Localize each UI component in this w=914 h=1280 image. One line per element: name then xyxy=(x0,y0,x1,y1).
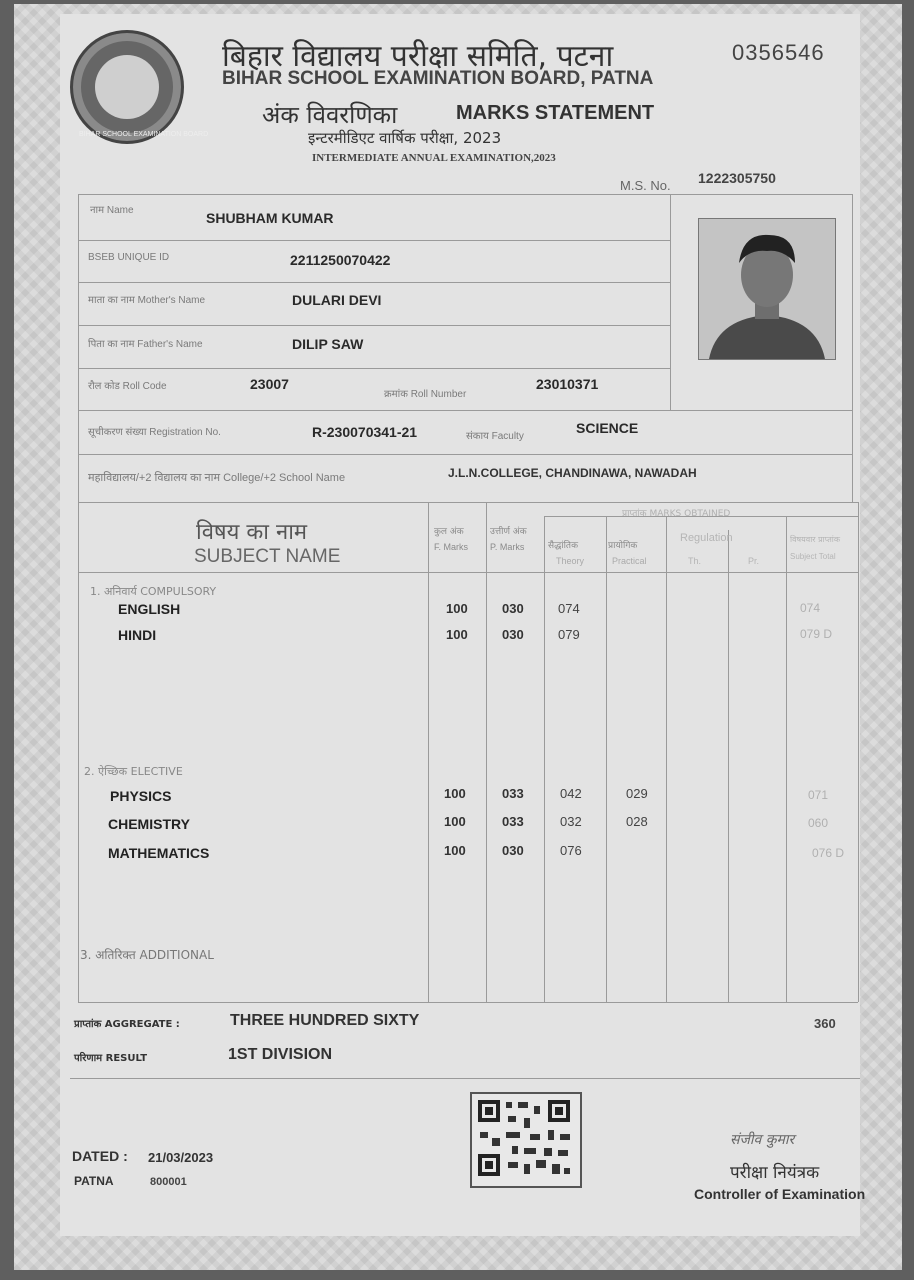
divider xyxy=(78,410,852,411)
roll-code-label: रौल कोड Roll Code xyxy=(88,381,167,392)
table-header-border xyxy=(78,572,858,573)
marks-obtained-header: प्राप्तांक MARKS OBTAINED xyxy=(622,509,731,519)
col-divider xyxy=(428,502,429,1002)
faculty-label: संकाय Faculty xyxy=(466,431,524,442)
col-divider xyxy=(858,502,859,1002)
subject-total: 076 D xyxy=(812,846,845,860)
issue-date: 21/03/2023 xyxy=(148,1150,214,1165)
divider xyxy=(78,325,670,326)
practical-header: Practical xyxy=(612,556,647,566)
full-marks: 100 xyxy=(444,814,466,829)
additional-section-label: 3. अतिरिक्त ADDITIONAL xyxy=(80,948,214,962)
roll-number-label: क्रमांक Roll Number xyxy=(384,389,467,400)
controller-title-hindi: परीक्षा नियंत्रक xyxy=(730,1163,820,1183)
result-label: परिणाम RESULT xyxy=(74,1053,148,1064)
col-divider xyxy=(606,516,607,1002)
theory-marks: 032 xyxy=(560,814,582,829)
details-right-border xyxy=(852,194,853,502)
issue-place: PATNA xyxy=(74,1174,114,1188)
issue-pin: 800001 xyxy=(150,1176,187,1188)
college-value: J.L.N.COLLEGE, CHANDINAWA, NAWADAH xyxy=(448,466,697,480)
divider xyxy=(78,240,670,241)
subject-total: 071 xyxy=(808,788,829,802)
college-label: महाविद्यालय/+2 विद्यालय का नाम College/+2 School Name xyxy=(88,472,346,484)
theory-marks: 079 xyxy=(558,627,580,642)
col-divider xyxy=(786,516,787,1002)
details-left-border xyxy=(78,194,79,1002)
uid-label: BSEB UNIQUE ID xyxy=(88,252,170,263)
qr-code-icon xyxy=(470,1092,582,1188)
col-divider xyxy=(666,516,667,1002)
student-photo xyxy=(698,218,836,360)
col-divider xyxy=(544,516,545,1002)
photo-divider xyxy=(670,194,671,410)
uid-value: 2211250070422 xyxy=(290,252,391,268)
board-name-hindi: बिहार विद्यालय परीक्षा समिति, पटना xyxy=(222,39,614,74)
mother-name-value: DULARI DEVI xyxy=(292,292,382,308)
subject-name: CHEMISTRY xyxy=(108,816,190,832)
theory-marks: 076 xyxy=(560,843,582,858)
result-value: 1ST DIVISION xyxy=(228,1046,333,1063)
registration-value: R-230070341-21 xyxy=(312,424,418,440)
col-divider xyxy=(728,530,729,1002)
theory-marks: 074 xyxy=(558,601,580,616)
registration-label: सूचीकरण संख्या Registration No. xyxy=(88,427,221,438)
name-label: नाम Name xyxy=(90,205,134,216)
board-name-english: BIHAR SCHOOL EXAMINATION BOARD, PATNA xyxy=(222,68,654,89)
divider xyxy=(78,282,670,283)
serial-number: 0356546 xyxy=(732,40,825,65)
subject-name: ENGLISH xyxy=(118,601,181,617)
theory-header-hindi: सैद्धांतिक xyxy=(548,541,578,551)
exam-title-english: INTERMEDIATE ANNUAL EXAMINATION,2023 xyxy=(312,152,556,164)
document-body xyxy=(60,14,860,1236)
divider xyxy=(78,454,852,455)
practical-marks: 029 xyxy=(626,786,648,801)
mother-name-label: माता का नाम Mother's Name xyxy=(88,295,206,306)
full-marks: 100 xyxy=(444,843,466,858)
father-name-value: DILIP SAW xyxy=(292,336,364,352)
full-marks: 100 xyxy=(446,601,468,616)
pass-marks: 033 xyxy=(502,814,524,829)
fmarks-header: F. Marks xyxy=(434,542,469,552)
pass-marks: 033 xyxy=(502,786,524,801)
student-name: SHUBHAM KUMAR xyxy=(206,210,334,226)
subject-header-english: SUBJECT NAME xyxy=(194,546,341,567)
aggregate-label: प्राप्तांक AGGREGATE : xyxy=(74,1019,180,1030)
fmarks-header-hindi: कुल अंक xyxy=(434,527,464,537)
exam-title-hindi: इन्टरमीडिएट वार्षिक परीक्षा, 2023 xyxy=(308,129,502,147)
practical-marks: 028 xyxy=(626,814,648,829)
regulation-header: Regulation xyxy=(680,532,733,544)
roll-code-value: 23007 xyxy=(250,376,289,392)
subject-header-hindi: विषय का नाम xyxy=(196,520,308,545)
regulation-pr-header: Pr. xyxy=(748,556,760,566)
pass-marks: 030 xyxy=(502,601,524,616)
subject-total: 079 D xyxy=(800,627,833,641)
theory-marks: 042 xyxy=(560,786,582,801)
statement-title-hindi: अंक विवरणिका xyxy=(262,101,398,129)
regulation-th-header: Th. xyxy=(688,556,702,566)
board-seal-icon: BIHAR SCHOOL EXAMINATION BOARD xyxy=(70,30,184,144)
ms-no-label: M.S. No. xyxy=(620,178,671,193)
statement-title-english: MARKS STATEMENT xyxy=(456,102,655,124)
theory-header: Theory xyxy=(556,556,585,566)
pass-marks: 030 xyxy=(502,843,524,858)
elective-section-label: 2. ऐच्छिक ELECTIVE xyxy=(84,765,183,778)
table-bottom-border xyxy=(78,1002,858,1003)
divider xyxy=(78,502,858,503)
full-marks: 100 xyxy=(446,627,468,642)
practical-header-hindi: प्रायोगिक xyxy=(608,541,638,551)
faculty-value: SCIENCE xyxy=(576,420,639,436)
pmarks-header-hindi: उत्तीर्ण अंक xyxy=(490,527,527,537)
aggregate-words: THREE HUNDRED SIXTY xyxy=(230,1012,420,1029)
aggregate-value: 360 xyxy=(814,1016,836,1031)
father-name-label: पिता का नाम Father's Name xyxy=(88,339,203,350)
dated-label: DATED : xyxy=(72,1148,128,1164)
pmarks-header: P. Marks xyxy=(490,542,525,552)
subject-name: HINDI xyxy=(118,627,157,643)
ms-no-value: 1222305750 xyxy=(698,170,776,186)
divider xyxy=(78,368,670,369)
full-marks: 100 xyxy=(444,786,466,801)
compulsory-section-label: 1. अनिवार्य COMPULSORY xyxy=(90,585,217,598)
details-top-border xyxy=(78,194,852,195)
roll-number-value: 23010371 xyxy=(536,376,599,392)
subject-name: MATHEMATICS xyxy=(108,845,210,861)
subject-name: PHYSICS xyxy=(110,788,172,804)
controller-signature: संजीव कुमार xyxy=(730,1132,795,1148)
subject-total: 074 xyxy=(800,601,821,615)
subject-total-header-hindi: विषयवार प्राप्तांक xyxy=(790,535,840,544)
controller-title-english: Controller of Examination xyxy=(694,1186,866,1202)
subject-total-header: Subject Total xyxy=(790,552,836,561)
divider xyxy=(70,1078,860,1079)
pass-marks: 030 xyxy=(502,627,524,642)
col-divider xyxy=(486,502,487,1002)
subject-total: 060 xyxy=(808,816,829,830)
